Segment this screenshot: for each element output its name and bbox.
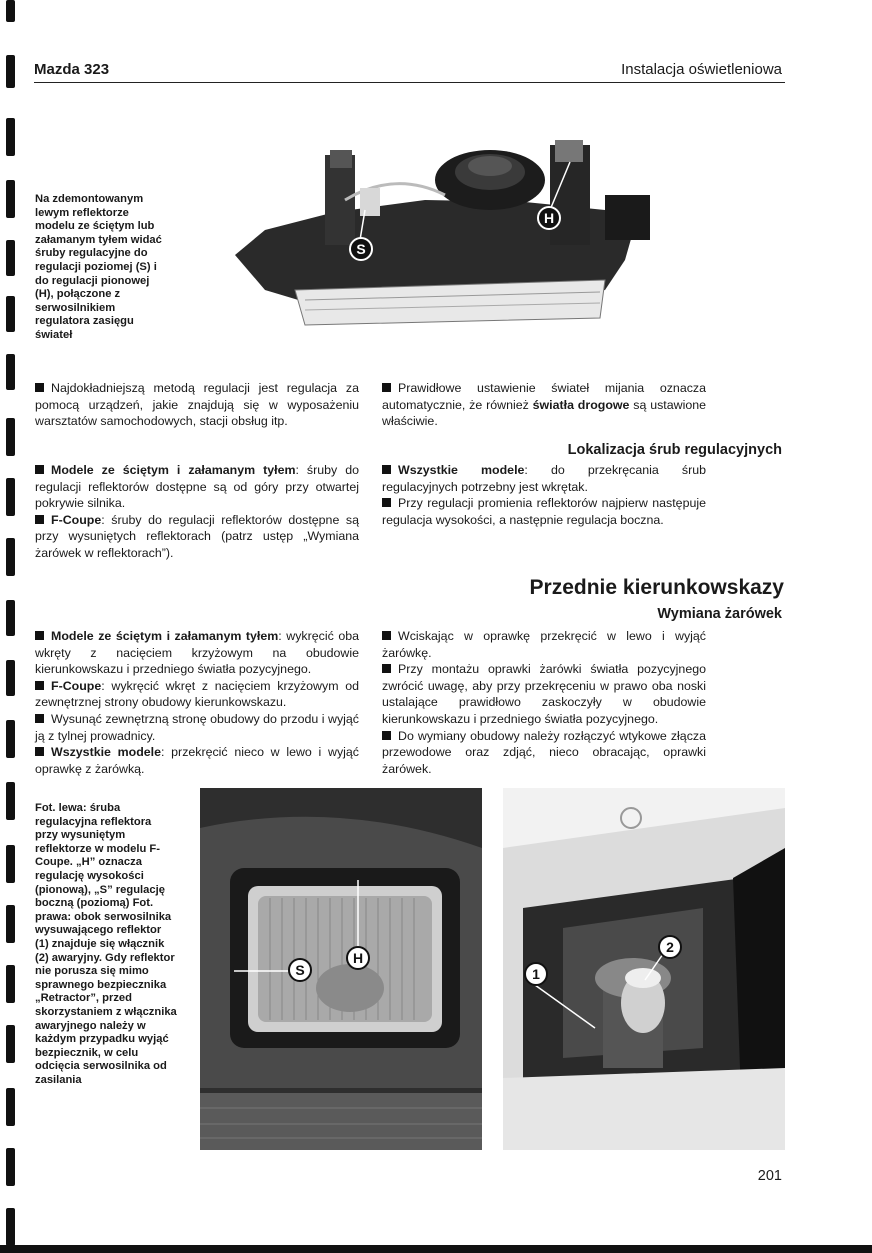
bullet-square-icon [35,465,44,474]
bullet-square-icon [382,731,391,740]
bullet-square-icon [35,383,44,392]
section-title: Przednie kierunkowskazy [529,576,784,599]
bullet-square-icon [382,465,391,474]
paragraph: Wciskając w oprawkę przekręcić w lewo i wyjąć żarówkę. [382,629,706,660]
marker-s: S [288,958,312,982]
binding-mark [6,1148,15,1186]
section1-right [382,380,706,430]
binding-mark [6,905,15,943]
scan-edge [0,1245,872,1253]
binding-mark [6,1025,15,1063]
section2-right [382,462,706,528]
binding-mark [6,240,15,276]
binding-mark [6,180,15,218]
bullet-square-icon [35,631,44,640]
binding-mark [6,1208,15,1246]
paragraph: Modele ze ściętym i załamanym tyłem: wykręcić oba wkręty z nacięciem krzyżowym na obudowie kierunkowskazu i przedniego światła pozycyjnego. [35,629,359,677]
header-rule [34,82,785,83]
header-title: Mazda 323 [34,61,110,78]
photo-headlight-reflector [225,140,725,340]
subheading-lokalizacja: Lokalizacja śrub regulacyjnych [567,442,782,458]
paragraph: Modele ze ściętym i załamanym tyłem: śruby do regulacji reflektorów dostępne są od góry przy otwartej pokrywie silnika. [35,463,359,511]
marker-h: H [346,946,370,970]
photo-emergency-switch [503,788,785,1150]
bullet-square-icon [35,747,44,756]
paragraph: Wysunąć zewnętrzną stronę obudowy do przodu i wyjąć ją z tylnej prowadnicy. [35,711,359,743]
binding-mark [6,55,15,88]
binding-mark [6,1088,15,1126]
paragraph: Wszystkie modele: przekręcić nieco w lewo i wyjąć oprawkę z żarówką. [35,745,359,776]
bullet-square-icon [35,714,44,723]
header-section: Instalacja oświetleniowa [621,61,782,78]
section1-left [35,380,359,430]
binding-mark [6,720,15,758]
paragraph: F-Coupe: śruby do regulacji reflektorów dostępne są przy wysuniętych reflektorach (patrz ustęp „Wymiana żarówek w reflektorach”). [35,512,359,560]
binding-mark [6,965,15,1003]
binding-mark [6,118,15,156]
binding-mark [6,354,15,390]
binding-mark [6,418,15,456]
bullet-square-icon [35,681,44,690]
section3-right [382,628,706,777]
headlight-illustration [225,140,725,340]
paragraph: Do wymiany obudowy należy rozłączyć wtykowe złącza przewodowe oraz zdjąć, nieco obracając, oprawki żarówek. [382,728,706,776]
paragraph: Prawidłowe ustawienie świateł mijania oznacza automatycznie, że również światła drogowe są ustawione właściwie. [382,381,706,429]
bullet-square-icon [382,664,391,673]
binding-mark [6,845,15,883]
headlight-front-illustration [200,788,482,1150]
binding-mark [6,478,15,516]
marker-2: 2 [658,935,682,959]
binding-mark [6,538,15,576]
paragraph: Wszystkie modele: do przekręcania śrub regulacyjnych potrzebny jest wkrętak. [382,463,706,494]
marker-1: 1 [524,962,548,986]
section3-left [35,628,359,777]
subheading-wymiana: Wymiana żarówek [657,606,782,622]
marker-s: S [349,237,373,261]
binding-mark [6,600,15,636]
bullet-square-icon [35,515,44,524]
section2-left [35,462,359,562]
binding-mark [6,296,15,332]
paragraph: Przy regulacji promienia reflektorów najpierw następuje regulacja wysokości, a następnie regulacja boczna. [382,496,706,527]
caption-bottom: Fot. lewa: śruba regulacyjna reflektora przy wysuniętym reflektorze w modelu F-Coupe. „H” oznacza regulację wysokości (pionową), „S” regulację boczną (poziomą) Fot. prawa: obok serwosilnika wysuwającego reflektor (1) znajduje się włącznik (2) awaryjny. Gdy reflektor nie porusza się mimo sprawnego bezpiecznika „Retractor”, przed skorzystaniem z włącznika awaryjnego należy w każdym przypadku wyjąć bezpiecznik, w celu odcięcia serwosilnika od zasilania [35,802,177,1086]
photo-headlight-front [200,788,482,1150]
paragraph: F-Coupe: wykręcić wkręt z nacięciem krzyżowym od zewnętrznej strony obudowy kierunkowskazu. [35,678,359,710]
binding-mark [6,0,15,22]
bullet-square-icon [382,383,391,392]
bullet-square-icon [382,631,391,640]
paragraph: Przy montażu oprawki żarówki światła pozycyjnego zwrócić uwagę, aby przy przekręceniu w prawo oba noski ustalające prawidłowo zaskoczyły w obudowie kierunkowskazu i przedniego światła pozycyjnego. [382,662,706,726]
paragraph: Najdokładniejszą metodą regulacji jest regulacja za pomocą urządzeń, jakie znajdują się w wyposażeniu warsztatów samochodowych, stacji obsług itp. [35,381,359,429]
caption-top: Na zdemontowanym lewym reflektorze modelu ze ściętym lub załamanym tyłem widać śruby regulacyjne do regulacji poziomej (S) i do regulacji pionowej (H), połączone z serwosilnikiem regulatora zasięgu świateł [35,193,162,341]
page-number: 201 [757,1168,782,1184]
binding-mark [6,660,15,696]
marker-h: H [537,206,561,230]
bullet-square-icon [382,498,391,507]
binding-mark [6,782,15,820]
